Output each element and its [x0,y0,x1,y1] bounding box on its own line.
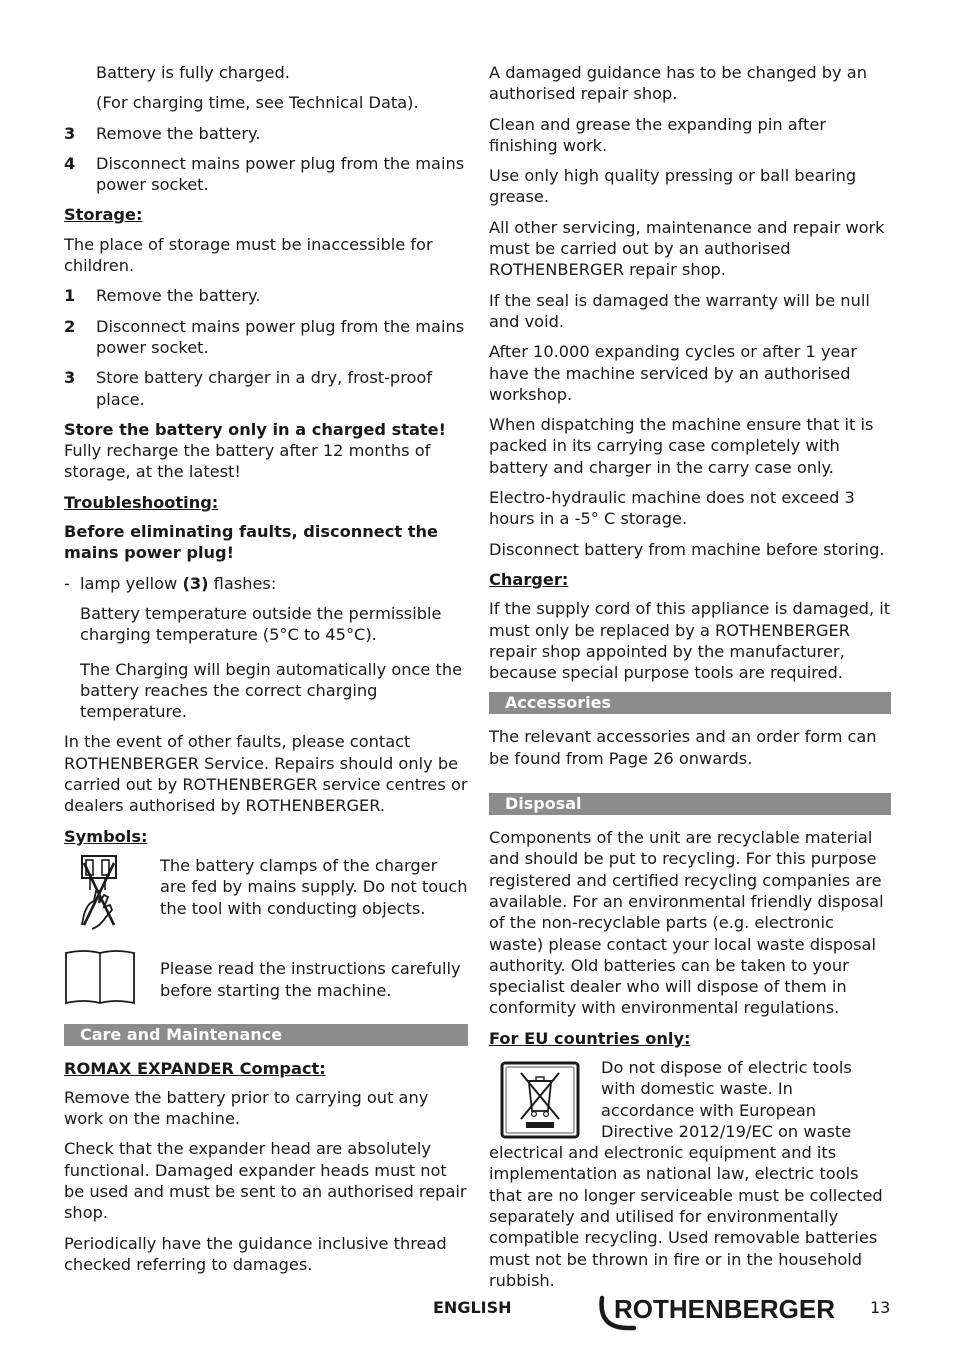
grease-quality-text: Use only high quality pressing or ball bearing grease. [489,166,857,207]
accessories-bar: Accessories [489,692,891,714]
romax-p3: Periodically have the guidance inclusive thread checked referring to damages. [64,1233,447,1274]
servicing-text: All other servicing, maintenance and repair work must be carried out by an authorised ROTHENBERGER repair shop. [489,217,885,280]
dash-marker: - [64,573,70,593]
lamp-text [80,573,276,594]
crossed-bin-icon [497,1061,583,1139]
accessories-text: The relevant accessories and an order form can be found from Page 26 onwards. [489,727,877,768]
step-item [64,153,468,196]
lamp-ref: (3) [182,573,209,593]
step-number: 3 [64,368,76,388]
left-column [64,62,468,1284]
eu-heading: For EU countries only: [489,1028,691,1048]
brand-logo-text: ROTHENBERGER [614,1294,834,1324]
storage-heading: Storage: [64,205,143,225]
step-text: Disconnect mains power plug from the mains power socket. [96,153,465,195]
eu-text: Do not dispose of electric tools with domestic waste. In accordance with European Directive 2012/19/EC on waste electrical and electronic equipment and its implementation as national law, electric tools that are no longer serviceable must be collected separately and utilised for environmentally compatible recycling. Used removable batteries must not be thrown in fire or in the household rubbish. [489,1057,883,1290]
lamp-pre: lamp yellow [80,573,183,593]
care-maintenance-bar: Care and Maintenance [64,1024,468,1046]
step-number: 4 [64,153,76,173]
step-item [64,285,468,306]
storage-warning-rest: Fully recharge the battery after 12 months of storage, at the latest! [64,441,431,482]
footer-language: ENGLISH [433,1298,512,1317]
clamps-warning-icon [64,855,160,936]
temperature-text: Battery temperature outside the permissible charging temperature (5°C to 45°C). [80,603,442,645]
storage-warning [64,419,468,483]
step-number: 3 [64,123,76,143]
page-number: 13 [870,1298,891,1317]
lamp-item [64,573,468,594]
charger-text: If the supply cord of this appliance is damaged, it must only be replaced by a ROTHENBERGER repair shop appointed by the manufacturer, because special purpose tools are required. [489,599,891,683]
romax-p1: Remove the battery prior to carrying out any work on the machine. [64,1087,429,1129]
disconnect-battery-text: Disconnect battery from machine before storing. [489,539,885,559]
disposal-text: Components of the unit are recyclable material and should be put to recycling. For this purpose registered and certified recycling companies are available. For an environmental friendly disposal of the non-recyclable parts (e.g. electronic waste) please contact your local waste disposal authority. Old batteries can be taken to your specialist dealer who will dispose of them in conformity with environmental regulations. [489,828,884,1018]
step-number: 1 [64,286,76,306]
brand-logo [594,1290,834,1338]
step-item [64,123,468,144]
disposal-bar: Disposal [489,793,891,815]
other-faults-text: In the event of other faults, please contact ROTHENBERGER Service. Repairs should only be carried out by ROTHENBERGER service centres or dealers authorised by ROTHENBERGER. [64,732,468,816]
symbol-manual [64,948,468,1011]
symbol-clamps [64,855,468,936]
troubleshooting-heading: Troubleshooting: [64,492,219,512]
storage-warning-bold: Store the battery only in a charged state! [64,419,446,439]
step-item [64,367,468,410]
dispatch-text: When dispatching the machine ensure that it is packed in its carrying case completely with battery and charger in the carry case only. [489,415,874,477]
storage-intro: The place of storage must be inaccessible for children. [64,234,433,276]
step-item [64,316,468,359]
auto-charge-text: The Charging will begin automatically once the battery reaches the correct charging temperature. [80,659,463,722]
step-text: Remove the battery. [96,286,261,306]
step-text: Remove the battery. [96,123,261,143]
step-text: Disconnect mains power plug from the mains power socket. [96,316,465,357]
symbols-heading: Symbols: [64,826,148,846]
service-interval-text: After 10.000 expanding cycles or after 1 year have the machine serviced by an authorised workshop. [489,342,858,404]
charged-status: Battery is fully charged. [96,63,290,82]
troubleshooting-warning: Before eliminating faults, disconnect the mains power plug! [64,522,438,563]
charger-heading: Charger: [489,569,569,589]
storage-temperature-text: Electro-hydraulic machine does not exceed 3 hours in a -5° C storage. [489,488,855,529]
manual-text: Please read the instructions carefully before starting the machine. [160,959,461,1000]
romax-heading: ROMAX EXPANDER Compact: [64,1058,326,1078]
instruction-book-icon [64,948,160,1011]
romax-p2: Check that the expander head are absolutely functional. Damaged expander heads must not be used and must be sent to an authorised repair shop. [64,1139,467,1223]
guidance-text: A damaged guidance has to be changed by an authorised repair shop. [489,63,867,104]
charging-time-note: (For charging time, see Technical Data). [96,93,419,113]
lamp-post: flashes: [208,573,277,593]
eu-section [489,1057,891,1291]
step-number: 2 [64,316,76,336]
step-text: Store battery charger in a dry, frost-proof place. [96,368,433,409]
seal-warranty-text: If the seal is damaged the warranty will be null and void. [489,290,870,331]
clean-grease-text: Clean and grease the expanding pin after finishing work. [489,114,827,155]
clamps-text: The battery clamps of the charger are fed by mains supply. Do not touch the tool with conducting objects. [160,855,468,918]
right-column [489,62,891,1291]
